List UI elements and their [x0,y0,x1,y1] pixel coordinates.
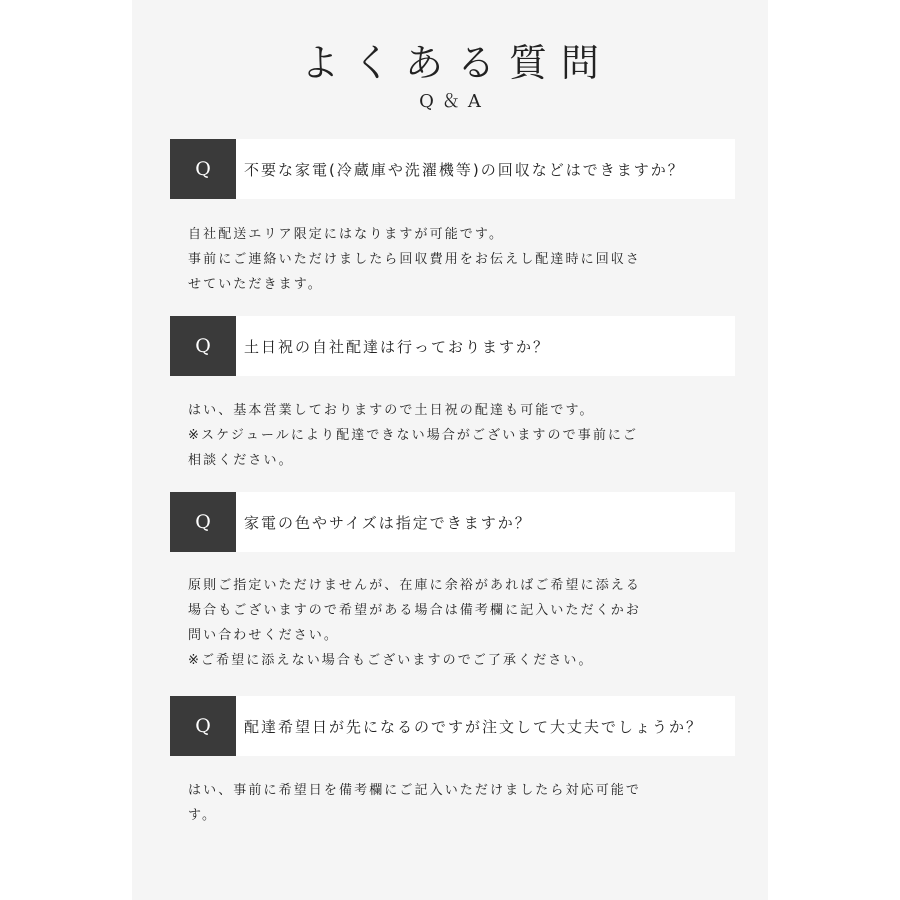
answer-line: ※スケジュールにより配達できない場合がございますので事前にご [188,428,639,443]
answer-line: せていただきます。 [188,277,323,292]
answer-line: す。 [188,808,218,823]
page-subtitle: Q＆A [419,91,489,112]
faq-question-1 [170,139,735,199]
faq-question-2 [170,316,735,376]
answer-line: はい、事前に希望日を備考欄にご記入いただけましたら対応可能で [188,783,642,798]
faq-question-4 [170,696,735,756]
q-mark: Q [170,139,236,199]
q-mark: Q [170,316,236,376]
answer-line: 事前にご連絡いただけましたら回収費用をお伝えし配達時に回収さ [188,252,642,267]
answer-line: はい、基本営業しておりますので土日祝の配達も可能です。 [188,403,595,418]
answer-line: ※ご希望に添えない場合もございますのでご了承ください。 [188,653,594,668]
answer-line: 問い合わせください。 [188,628,340,643]
faq-answer-2 [188,398,718,473]
answer-line: 原則ご指定いただけませんが、在庫に余裕があればご希望に添える [188,578,642,593]
faq-answer-3 [188,573,718,673]
question-text: 家電の色やサイズは指定できますか？ [244,513,532,532]
faq-question-3 [170,492,735,552]
question-text: 不要な家電(冷蔵庫や洗濯機等)の回収などはできますか？ [244,160,685,179]
q-mark: Q [170,696,236,756]
faq-answer-1 [188,222,718,297]
question-text: 配達希望日が先になるのですが注文して大丈夫でしょうか？ [244,717,704,736]
faq-answer-4 [188,778,718,828]
answer-line: 相談ください。 [188,453,294,468]
answer-line: 場合もございますので希望がある場合は備考欄に記入いただくかお [188,603,642,618]
q-mark: Q [170,492,236,552]
faq-page [132,0,768,900]
question-text: 土日祝の自社配達は行っておりますか？ [244,337,551,356]
answer-line: 自社配送エリア限定にはなりますが可能です。 [188,227,505,242]
page-title: よくある質問 [300,41,613,85]
